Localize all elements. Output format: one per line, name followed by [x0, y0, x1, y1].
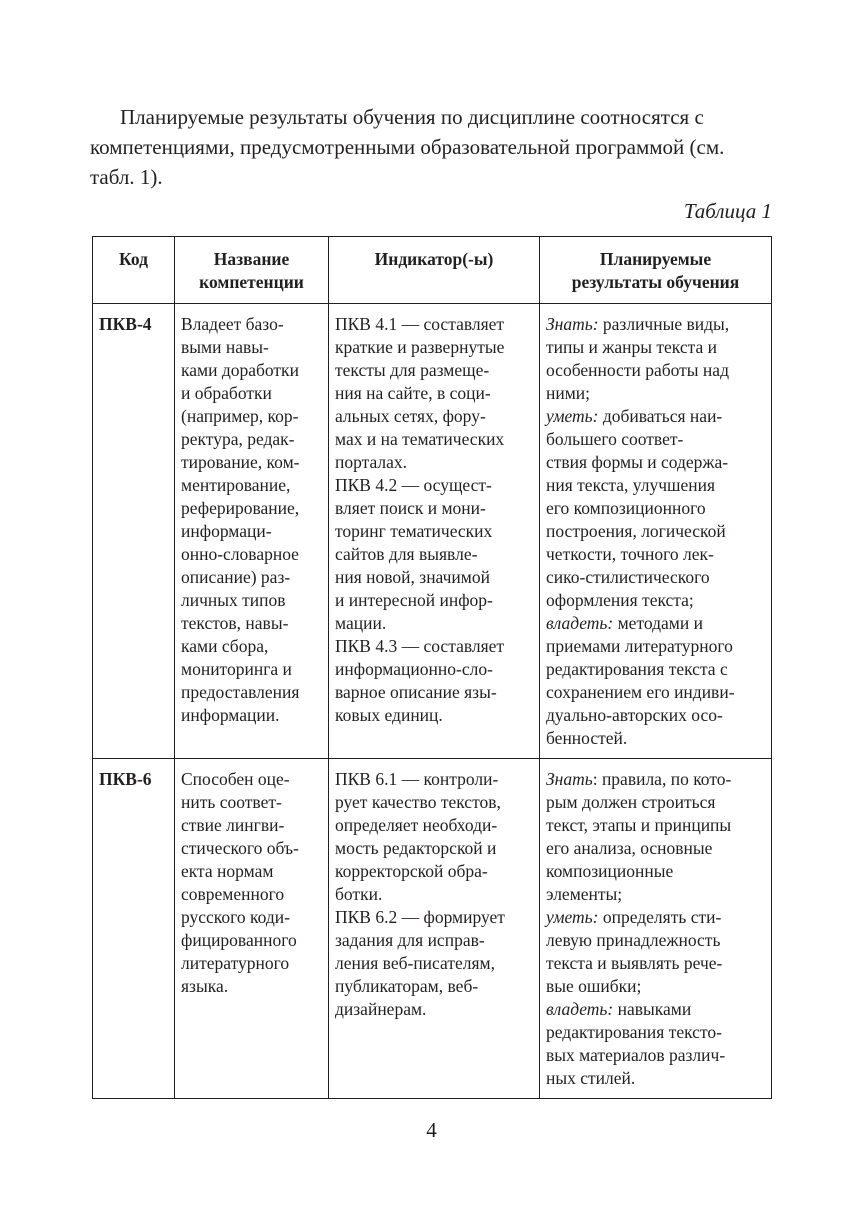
- indicator-line: дизайнерам.: [335, 999, 427, 1019]
- competency-name-line: нить соответ-: [181, 792, 282, 812]
- results-line: [546, 313, 765, 336]
- intro-line: табл. 1).: [90, 165, 163, 189]
- results-text: типы и жанры текста и: [546, 337, 717, 357]
- results-text: дуально-авторских осо-: [546, 705, 723, 725]
- competency-name: [175, 759, 329, 1099]
- results-text: добиваться наи-: [598, 406, 723, 426]
- indicator-line: варное описание язы-: [335, 682, 497, 702]
- competency-name-line: онно-словарное: [181, 544, 299, 564]
- competency-name-line: информаци-: [181, 521, 272, 541]
- competency-name-line: современного: [181, 884, 285, 904]
- competency-code: ПКВ-6: [93, 759, 175, 1099]
- results-text: приемами литературного: [546, 636, 733, 656]
- results-cell: [540, 759, 772, 1099]
- results-line: [546, 451, 765, 474]
- results-text: ных стилей.: [546, 1068, 636, 1088]
- competency-name-line: фицированного: [181, 930, 297, 950]
- indicator-line: и интересной инфор-: [335, 590, 493, 610]
- results-text: элементы;: [546, 884, 623, 904]
- results-line: [546, 336, 765, 359]
- competency-name-line: ректура, редак-: [181, 429, 295, 449]
- results-text: навыками: [613, 999, 692, 1019]
- indicator-line: мах и на тематических: [335, 429, 505, 449]
- results-text: вых материалов различ-: [546, 1045, 726, 1065]
- header-name: [175, 237, 329, 304]
- indicator-line: ПКВ 6.1 — контроли-: [335, 769, 499, 789]
- indicator-line: вляет поиск и мони-: [335, 498, 486, 518]
- results-text: ствия формы и содержа-: [546, 452, 729, 472]
- competency-name-line: Владеет базо-: [181, 314, 284, 334]
- results-line: [546, 405, 765, 428]
- results-label: Знать: [546, 769, 593, 789]
- competency-name-line: мониторинга и: [181, 659, 292, 679]
- indicator-line: ПКВ 6.2 — формирует: [335, 907, 505, 927]
- results-text: левую принадлежность: [546, 930, 721, 950]
- results-line: [546, 543, 765, 566]
- results-text: вые ошибки;: [546, 976, 642, 996]
- results-line: [546, 382, 765, 405]
- results-text: : правила, по кото-: [592, 769, 732, 789]
- results-line: [546, 975, 765, 998]
- results-line: [546, 998, 765, 1021]
- competency-name-line: (например, кор-: [181, 406, 299, 426]
- table-row: [93, 304, 772, 759]
- results-line: [546, 566, 765, 589]
- competency-name-line: литературного: [181, 953, 290, 973]
- results-label: владеть:: [546, 999, 614, 1019]
- indicator-line: тексты для размеще-: [335, 360, 490, 380]
- results-text: большего соответ-: [546, 429, 684, 449]
- results-text: четкости, точного лек-: [546, 544, 714, 564]
- indicator-line: мации.: [335, 613, 387, 633]
- results-text: сохранением его индиви-: [546, 682, 735, 702]
- results-text: построения, логической: [546, 521, 726, 541]
- indicator-cell: [329, 759, 540, 1099]
- results-text: определять сти-: [598, 907, 722, 927]
- results-text: различные виды,: [598, 314, 730, 334]
- competency-code: ПКВ-4: [93, 304, 175, 759]
- table-header-row: [93, 237, 772, 304]
- competency-name-line: Способен оце-: [181, 769, 290, 789]
- competency-name-line: русского коди-: [181, 907, 290, 927]
- table-row: [93, 759, 772, 1099]
- competency-name-line: и обработки: [181, 383, 272, 403]
- indicator-line: ПКВ 4.3 — составляет: [335, 636, 505, 656]
- competency-name-line: екта нормам: [181, 861, 274, 881]
- results-text: его композиционного: [546, 498, 706, 518]
- results-text: композиционные: [546, 861, 674, 881]
- indicator-line: краткие и развернутые: [335, 337, 505, 357]
- results-line: [546, 768, 765, 791]
- competency-name-line: информации.: [181, 705, 280, 725]
- competency-name-line: личных типов: [181, 590, 286, 610]
- results-text: рым должен строиться: [546, 792, 716, 812]
- indicator-line: ПКВ 4.2 — осущест-: [335, 475, 492, 495]
- indicator-line: корректорской обра-: [335, 861, 488, 881]
- indicator-line: определяет необходи-: [335, 815, 498, 835]
- results-line: [546, 474, 765, 497]
- competency-name-line: ками сбора,: [181, 636, 269, 656]
- indicator-line: ния новой, значимой: [335, 567, 490, 587]
- results-text: текста и выявлять рече-: [546, 953, 723, 973]
- results-text: сико-стилистического: [546, 567, 710, 587]
- header-code: Код: [93, 237, 175, 304]
- results-line: [546, 612, 765, 635]
- results-line: [546, 497, 765, 520]
- table-caption: Таблица 1: [683, 199, 772, 223]
- results-line: [546, 883, 765, 906]
- competency-name-line: ками доработки: [181, 360, 299, 380]
- competency-name-line: реферирование,: [181, 498, 300, 518]
- results-line: [546, 1044, 765, 1067]
- results-line: [546, 791, 765, 814]
- results-text: особенности работы над: [546, 360, 729, 380]
- competency-name-line: выми навы-: [181, 337, 269, 357]
- results-line: [546, 727, 765, 750]
- competency-name-line: описание) раз-: [181, 567, 291, 587]
- indicator-line: альных сетях, фору-: [335, 406, 486, 426]
- results-cell: [540, 304, 772, 759]
- intro-paragraph: [90, 102, 772, 192]
- results-line: [546, 1067, 765, 1090]
- results-label: уметь:: [546, 406, 599, 426]
- indicator-line: публикаторам, веб-: [335, 976, 479, 996]
- results-text: его анализа, основные: [546, 838, 713, 858]
- results-line: [546, 681, 765, 704]
- results-text: ния текста, улучшения: [546, 475, 716, 495]
- indicator-line: ПКВ 4.1 — составляет: [335, 314, 505, 334]
- indicator-line: ковых единиц.: [335, 705, 443, 725]
- results-line: [546, 520, 765, 543]
- indicator-cell: [329, 304, 540, 759]
- results-label: Знать:: [546, 314, 599, 334]
- indicator-line: порталах.: [335, 452, 408, 472]
- results-line: [546, 814, 765, 837]
- competency-name-line: языка.: [181, 976, 229, 996]
- indicator-line: ния на сайте, в соци-: [335, 383, 491, 403]
- results-text: ними;: [546, 383, 591, 403]
- indicator-line: мость редакторской и: [335, 838, 497, 858]
- indicator-line: сайтов для выявле-: [335, 544, 478, 564]
- competency-name-line: предоставления: [181, 682, 300, 702]
- indicator-line: информационно-сло-: [335, 659, 493, 679]
- intro-line: компетенциями, предусмотренными образовательной программой (см.: [90, 135, 725, 159]
- results-line: [546, 906, 765, 929]
- results-line: [546, 635, 765, 658]
- results-line: [546, 1021, 765, 1044]
- results-text: методами и: [613, 613, 703, 633]
- header-results: [540, 237, 772, 304]
- header-name-line: Название: [213, 249, 290, 269]
- results-text: редактирования текста с: [546, 659, 728, 679]
- results-line: [546, 837, 765, 860]
- competencies-table: [92, 236, 772, 1099]
- results-text: бенностей.: [546, 728, 628, 748]
- page-number: 4: [426, 1118, 437, 1142]
- header-name-line: компетенции: [199, 272, 304, 292]
- competency-name-line: тирование, ком-: [181, 452, 300, 472]
- competency-name: [175, 304, 329, 759]
- results-text: текст, этапы и принципы: [546, 815, 732, 835]
- header-results-line: Планируемые: [599, 249, 712, 269]
- results-line: [546, 704, 765, 727]
- indicator-line: ботки.: [335, 884, 383, 904]
- results-label: уметь:: [546, 907, 599, 927]
- results-line: [546, 359, 765, 382]
- results-line: [546, 589, 765, 612]
- results-line: [546, 658, 765, 681]
- intro-line: Планируемые результаты обучения по дисциплине соотносятся с: [120, 105, 704, 129]
- results-text: редактирования тексто-: [546, 1022, 722, 1042]
- indicator-line: торинг тематических: [335, 521, 493, 541]
- results-line: [546, 929, 765, 952]
- competency-name-line: ментирование,: [181, 475, 291, 495]
- competency-name-line: ствие лингви-: [181, 815, 285, 835]
- header-indicator: Индикатор(-ы): [329, 237, 540, 304]
- results-label: владеть:: [546, 613, 614, 633]
- indicator-line: ления веб-писателям,: [335, 953, 495, 973]
- results-line: [546, 952, 765, 975]
- competency-name-line: текстов, навы-: [181, 613, 289, 633]
- results-line: [546, 860, 765, 883]
- header-results-line: результаты обучения: [571, 272, 740, 292]
- results-line: [546, 428, 765, 451]
- indicator-line: рует качество текстов,: [335, 792, 501, 812]
- indicator-line: задания для исправ-: [335, 930, 485, 950]
- results-text: оформления текста;: [546, 590, 694, 610]
- competency-name-line: стического объ-: [181, 838, 299, 858]
